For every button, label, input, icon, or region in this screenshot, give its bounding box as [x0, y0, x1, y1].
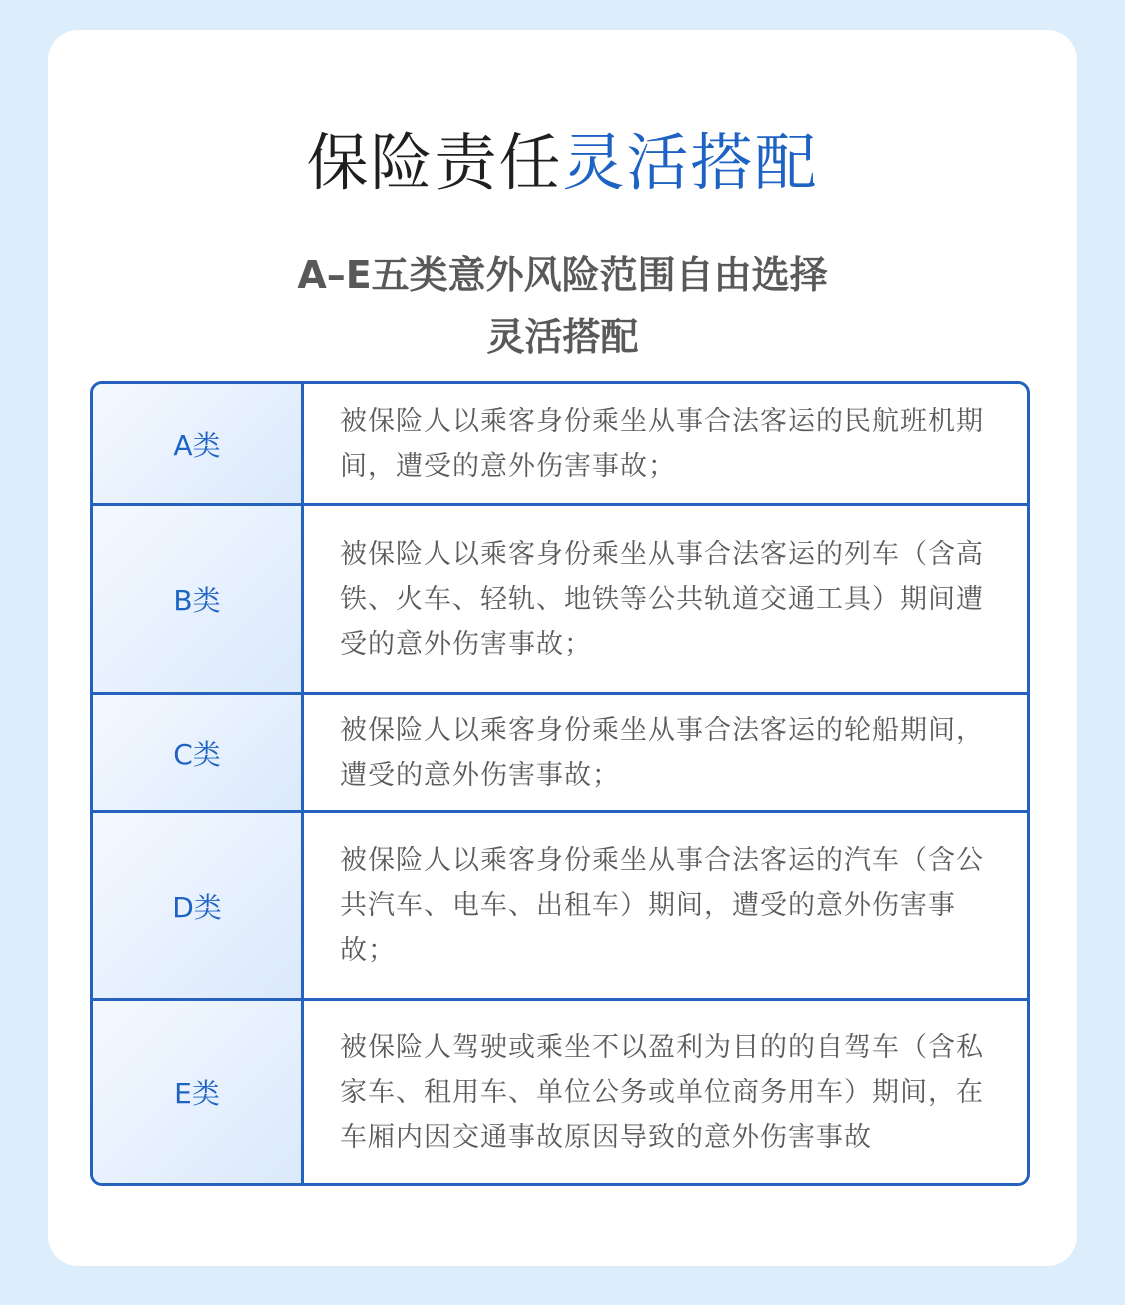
coverage-table	[90, 381, 1030, 1186]
title-normal: 保险责任	[306, 126, 563, 199]
subtitle-line-1: A–E五类意外风险范围自由选择	[297, 253, 828, 297]
subtitle-line-2: 灵活搭配	[486, 315, 639, 359]
title-highlight	[563, 122, 819, 204]
row-text-a: 被保险人以乘客身份乘坐从事合法客运的民航班机期间，遭受的意外伤害事故；	[340, 405, 984, 482]
row-label-c: C类	[93, 695, 304, 810]
table-row	[93, 1001, 1027, 1183]
table-row	[93, 813, 1027, 1001]
table-row	[93, 506, 1027, 695]
row-text-d: 被保险人以乘客身份乘坐从事合法客运的汽车（含公共汽车、电车、出租车）期间，遭受的意外伤害事故；	[340, 845, 984, 966]
table-row	[93, 695, 1027, 813]
content-card	[48, 30, 1077, 1266]
row-label-a: A类	[93, 384, 304, 503]
page-title	[48, 122, 1077, 204]
row-label-d: D类	[93, 813, 304, 998]
row-text-c: 被保险人以乘客身份乘坐从事合法客运的轮船期间，遭受的意外伤害事故；	[340, 714, 984, 791]
table-row	[93, 384, 1027, 506]
row-text-e: 被保险人驾驶或乘坐不以盈利为目的的自驾车（含私家车、租用车、单位公务或单位商务用车）期间，在车厢内因交通事故原因导致的意外伤害事故	[340, 1031, 984, 1153]
row-label-b: B类	[93, 506, 304, 692]
title-highlight-text: 灵活搭配	[562, 126, 819, 199]
subtitle	[48, 244, 1077, 368]
row-text-b: 被保险人以乘客身份乘坐从事合法客运的列车（含高铁、火车、轻轨、地铁等公共轨道交通工具）期间遭受的意外伤害事故；	[340, 538, 984, 660]
row-label-e: E类	[93, 1001, 304, 1183]
